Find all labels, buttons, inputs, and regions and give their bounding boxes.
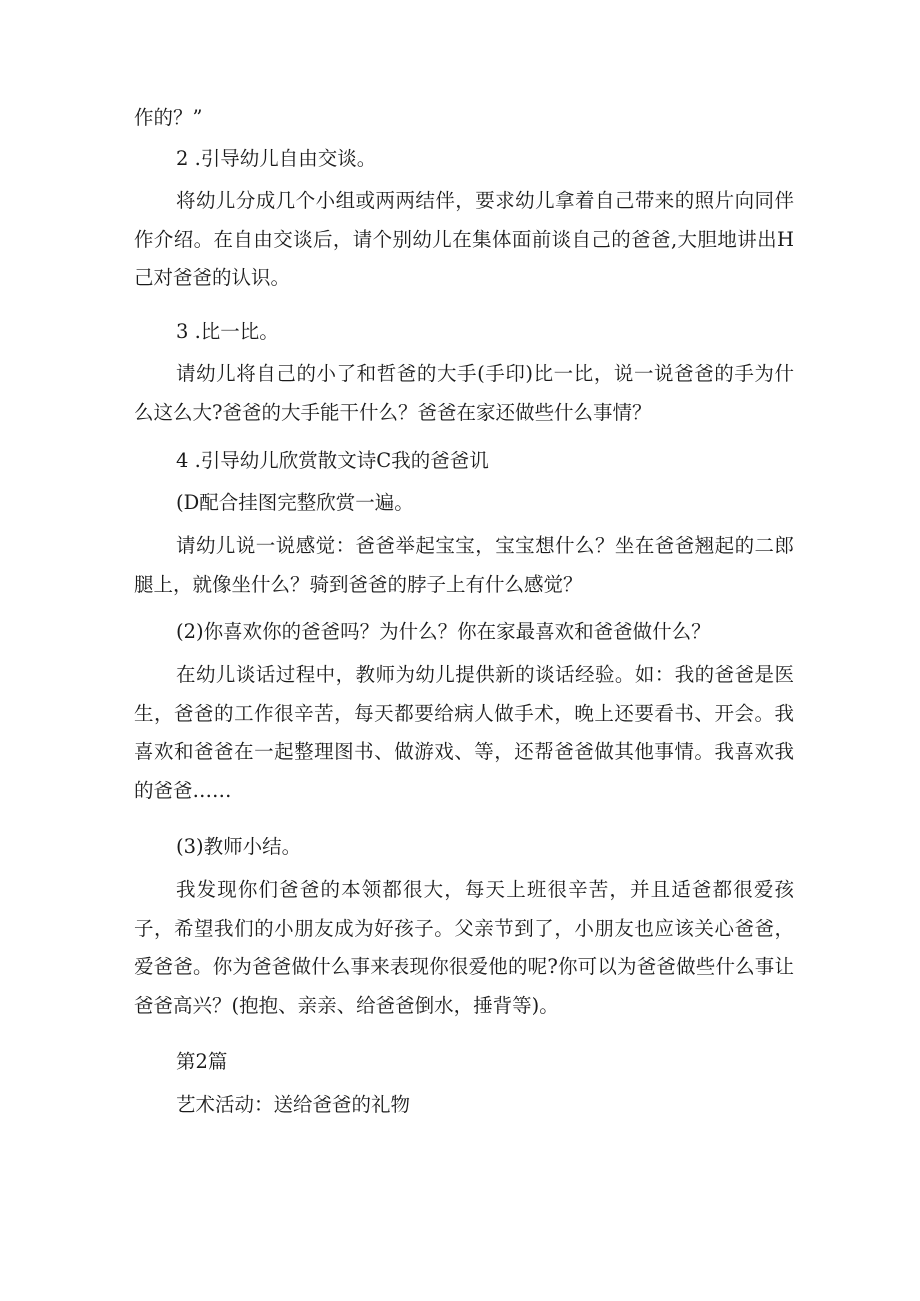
step-3-heading: 3 .比一比。 [176,320,279,343]
paragraph-conversation: 在幼儿谈话过程中，教师为幼儿提供新的谈话经验。如：我的爸爸是医生，爸爸的工作很辛苦，每天都要给病人做手术，晚上还要看书、开会。我喜欢和爸爸在一起整理图书、做游戏、等，还帮爸爸做其他事情。我喜欢我的爸爸…… [134,663,794,802]
step-2-heading: 2 .引导幼儿自由交谈。 [176,147,377,170]
sub-step-2: (2)你喜欢你的爸爸吗？为什么？你在家最喜欢和爸爸做什么？ [176,620,711,643]
paragraph-group-talk: 将幼儿分成几个小组或两两结伴，要求幼儿拿着自己带来的照片向同伴作介绍。在自由交谈后，请个别幼儿在集体面前谈自己的爸爸,大胆地讲出H己对爸爸的认识。 [134,189,794,289]
section-heading: 第2篇 [176,1050,228,1073]
sub-step-3: (3)教师小结。 [176,835,302,858]
activity-title: 艺术活动：送给爸爸的礼物 [176,1093,411,1116]
paragraph-compare-hands: 请幼儿将自己的小了和哲爸的大手(手印)比一比，说一说爸爸的手为什么这么大?爸爸的大手能干什么？爸爸在家还做些什么事情？ [134,362,794,424]
step-4-heading: 4 .引导幼儿欣赏散文诗C我的爸爸讥 [176,449,489,472]
paragraph-feelings: 请幼儿说一说感觉：爸爸举起宝宝，宝宝想什么？坐在爸爸翘起的二郎腿上，就像坐什么？骑到爸爸的脖子上有什么感觉？ [134,534,794,596]
paragraph-summary: 我发现你们爸爸的本领都很大，每天上班很辛苦，并且适爸都很爱孩子，希望我们的小朋友成为好孩子。父亲节到了，小朋友也应该关心爸爸，爱爸爸。你为爸爸做什么事来表现你很爱他的呢?你可以为爸爸做些什么事让爸爸高兴？(抱抱、亲亲、给爸爸倒水，捶背等)。 [134,878,794,1017]
sub-step-1: (D配合挂图完整欣赏一遍。 [176,491,414,514]
paragraph-continuation: 作的？” [134,106,203,129]
